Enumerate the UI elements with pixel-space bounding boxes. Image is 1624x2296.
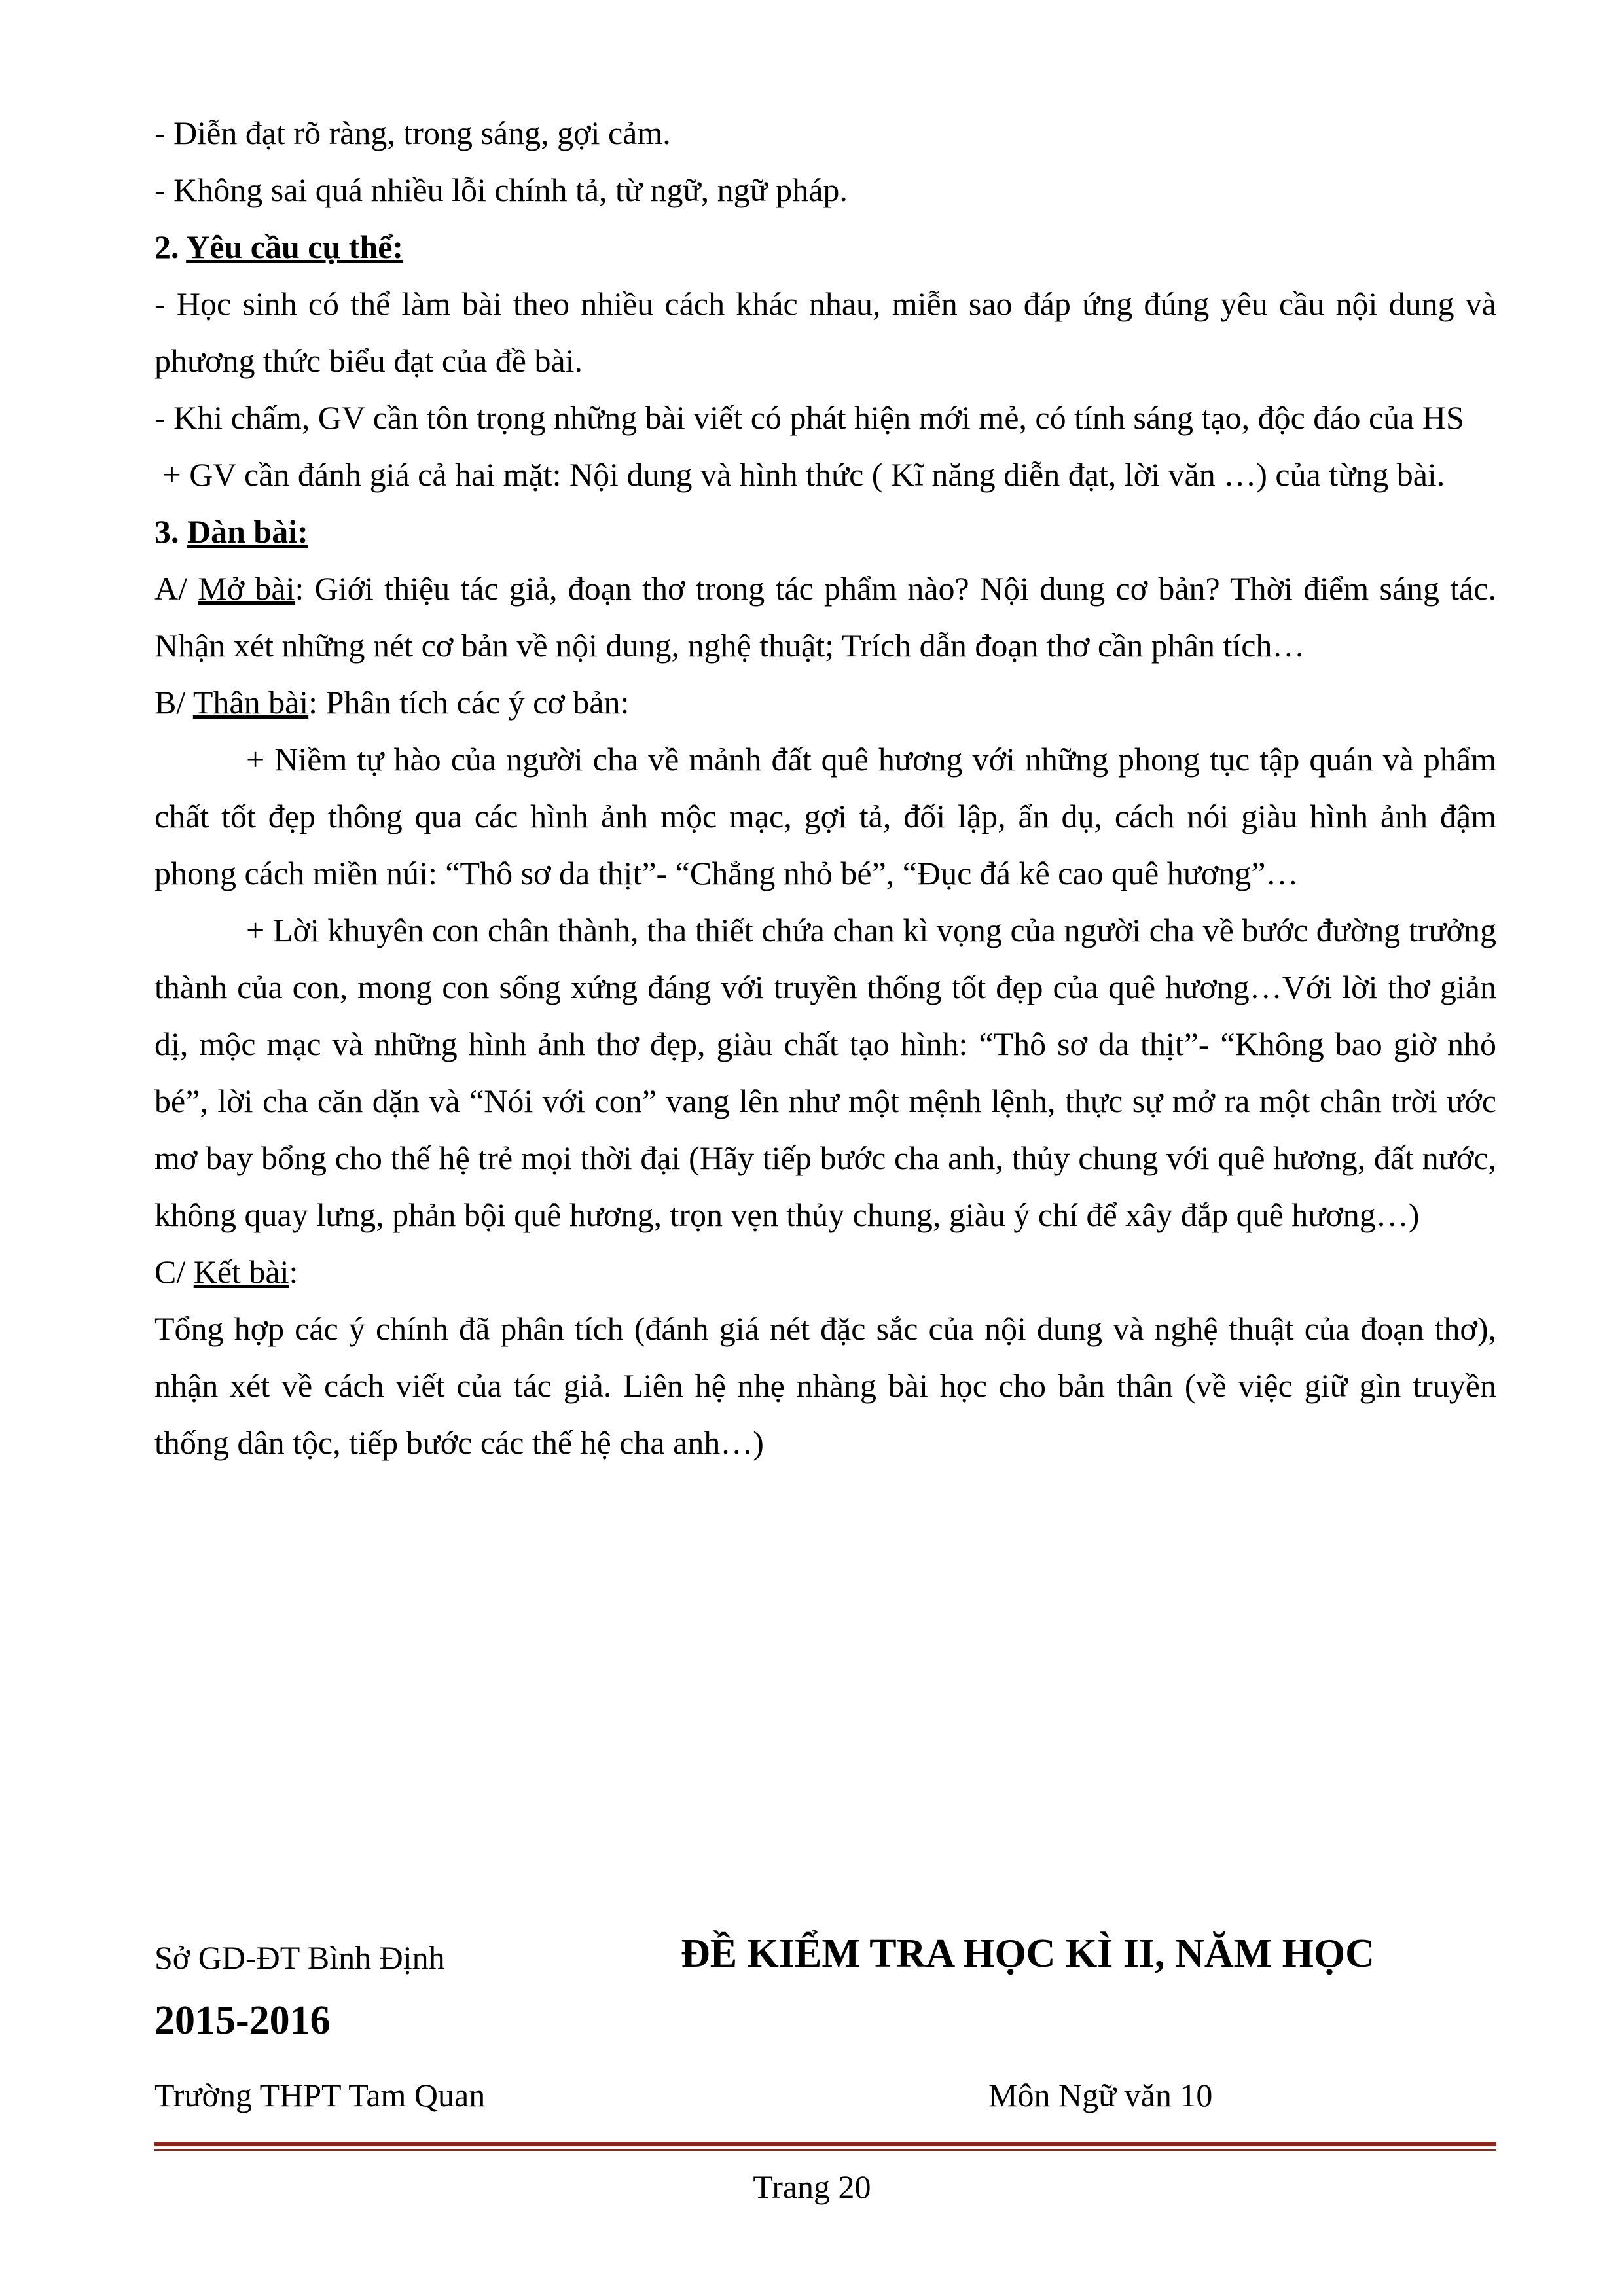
- outline-body-label: Thân bài: [192, 684, 309, 721]
- specific-requirement-3: + GV cần đánh giá cả hai mặt: Nội dung và hình thức ( Kĩ năng diễn đạt, lời văn …) của từng bài.: [154, 456, 1445, 493]
- page-number: Trang 20: [753, 2168, 871, 2205]
- school-name: Trường THPT Tam Quan: [154, 2077, 486, 2113]
- outline-intro-text: : Giới thiệu tác giả, đoạn thơ trong tác phẩm nào? Nội dung cơ bản? Thời điểm sáng tác. Nhận xét những nét cơ bản về nội dung, nghệ thuật; Trích dẫn đoạn thơ cần phân tích…: [154, 570, 1497, 664]
- outline-body: [154, 674, 1496, 731]
- outline-body-prefix: B/: [154, 684, 193, 721]
- section-2-title: Yêu cầu cụ thể:: [186, 228, 404, 265]
- exam-title: ĐỀ KIỂM TRA HỌC KÌ II, NĂM HỌC: [681, 1931, 1375, 1976]
- specific-requirement-2: - Khi chấm, GV cần tôn trọng những bài viết có phát hiện mới mẻ, có tính sáng tạo, độc đáo của HS: [154, 399, 1464, 436]
- outline-body-text: : Phân tích các ý cơ bản:: [308, 684, 630, 721]
- general-requirement-line-1: - Diễn đạt rõ ràng, trong sáng, gợi cảm.: [154, 115, 671, 151]
- general-requirement-line-2: - Không sai quá nhiều lỗi chính tả, từ ngữ, ngữ pháp.: [154, 171, 848, 208]
- outline-conclusion-prefix: C/: [154, 1253, 194, 1290]
- outline-intro-prefix: A/: [154, 570, 198, 607]
- subject-name: Môn Ngữ văn 10: [988, 2077, 1213, 2113]
- outline-conclusion-text: :: [289, 1253, 298, 1290]
- section-3-title: Dàn bài:: [187, 513, 308, 550]
- footer-divider-thick: [154, 2142, 1496, 2146]
- outline-intro-label: Mở bài: [198, 570, 295, 607]
- outline-body-point-1: + Niềm tự hào của người cha về mảnh đất quê hương với những phong tục tập quán và phẩm chất tốt đẹp thông qua các hình ảnh mộc mạc, gợi tả, đối lập, ẩn dụ, cách nói giàu hình ảnh đậm phong cách miền núi: “Thô sơ da thịt”- “Chẳng nhỏ bé”, “Đục đá kê cao quê hương”…: [154, 741, 1496, 891]
- section-2-heading: [154, 219, 1496, 276]
- outline-body-point-2: + Lời khuyên con chân thành, tha thiết chứa chan kì vọng của người cha về bước đường trưởng thành của con, mong con sống xứng đáng với truyền thống tốt đẹp của quê hương…Với lời thơ giản dị, mộc mạc và những hình ảnh thơ đẹp, giàu chất tạo hình: “Thô sơ da thịt”- “Không bao giờ nhỏ bé”, lời cha căn dặn và “Nói với con” vang lên như một mệnh lệnh, thực sự mở ra một chân trời ước mơ bay bổng cho thế hệ trẻ mọi thời đại (Hãy tiếp bước cha anh, thủy chung với quê hương, đất nước, không quay lưng, phản bội quê hương, trọn vẹn thủy chung, giàu ý chí để xây đắp quê hương…): [154, 912, 1496, 1233]
- section-3-number: 3.: [154, 513, 187, 550]
- school-year: 2015-2016: [154, 1998, 331, 2043]
- footer-divider-thin: [154, 2149, 1496, 2151]
- specific-requirement-1: - Học sinh có thể làm bài theo nhiều cách khác nhau, miễn sao đáp ứng đúng yêu cầu nội dung và phương thức biểu đạt của đề bài.: [154, 285, 1496, 379]
- section-3-heading: [154, 503, 1496, 560]
- outline-intro: [154, 560, 1496, 674]
- section-2-number: 2.: [154, 228, 187, 265]
- outline-conclusion-label: Kết bài: [193, 1253, 289, 1290]
- answer-guide-body: [154, 105, 1496, 1471]
- outline-conclusion-detail: Tổng hợp các ý chính đã phân tích (đánh giá nét đặc sắc của nội dung và nghệ thuật của đoạn thơ), nhận xét về cách viết của tác giả. Liên hệ nhẹ nhàng bài học cho bản thân (về việc giữ gìn truyền thống dân tộc, tiếp bước các thế hệ cha anh…): [154, 1310, 1496, 1461]
- outline-conclusion: [154, 1244, 1496, 1300]
- department-name: Sở GD-ĐT Bình Định: [154, 1939, 445, 1976]
